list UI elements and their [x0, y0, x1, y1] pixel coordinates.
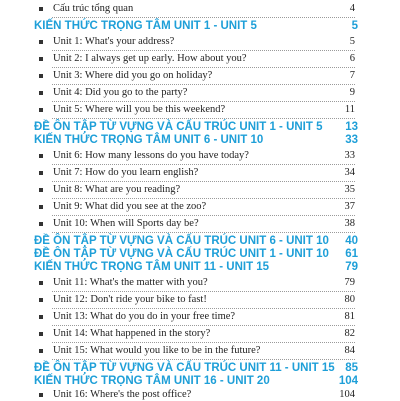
bullet-icon — [39, 74, 43, 78]
toc-item-title: Cấu trúc tổng quan — [53, 3, 134, 14]
dotted-divider — [52, 50, 355, 51]
toc-heading-title: KIẾN THỨC TRỌNG TÂM UNIT 11 - UNIT 15 — [34, 261, 270, 273]
bullet-icon — [39, 315, 43, 319]
toc-item-page: 82 — [344, 328, 355, 339]
toc-heading-title: KIẾN THỨC TRỌNG TÂM UNIT 16 - UNIT 20 — [34, 375, 270, 387]
toc-item-page: 34 — [344, 167, 355, 178]
dotted-divider — [52, 359, 355, 360]
toc-heading-title: ĐỀ ÔN TẬP TỪ VỰNG VÀ CẤU TRÚC UNIT 1 - UNIT 10 — [34, 248, 329, 260]
bullet-icon — [39, 222, 43, 226]
toc-item-page: 104 — [339, 389, 355, 400]
toc-item-page: 7 — [349, 70, 355, 81]
toc-item-page: 4 — [349, 3, 355, 14]
bullet-icon — [39, 154, 43, 158]
toc-heading-page: 13 — [345, 121, 358, 133]
dotted-divider — [52, 342, 355, 343]
dotted-divider — [52, 232, 355, 233]
toc-heading-page: 40 — [345, 235, 358, 247]
toc-heading-title: ĐỀ ÔN TẬP TỪ VỰNG VÀ CẤU TRÚC UNIT 11 - UNIT 15 — [34, 362, 335, 374]
bullet-icon — [39, 188, 43, 192]
toc-heading-title: KIẾN THỨC TRỌNG TÂM UNIT 6 - UNIT 10 — [34, 134, 264, 146]
toc-item-title: Unit 14: What happened in the story? — [53, 328, 211, 339]
bullet-icon — [39, 298, 43, 302]
dotted-divider — [52, 215, 355, 216]
bullet-icon — [39, 281, 43, 285]
bullet-icon — [39, 205, 43, 209]
bullet-icon — [39, 7, 43, 11]
bullet-icon — [39, 332, 43, 336]
toc-item-title: Unit 16: Where's the post office? — [53, 389, 192, 400]
toc-item-title: Unit 12: Don't ride your bike to fast! — [53, 294, 207, 305]
bullet-icon — [39, 349, 43, 353]
toc-heading-title: ĐỀ ÔN TẬP TỪ VỰNG VÀ CẤU TRÚC UNIT 6 - UNIT 10 — [34, 235, 329, 247]
dotted-divider — [52, 308, 355, 309]
toc-item-title: Unit 3: Where did you go on holiday? — [53, 70, 213, 81]
toc-item-title: Unit 10: When will Sports day be? — [53, 218, 199, 229]
dotted-divider — [52, 118, 355, 119]
toc-item-title: Unit 15: What would you like to be in the future? — [53, 345, 261, 356]
bullet-icon — [39, 171, 43, 175]
toc-item-page: 37 — [344, 201, 355, 212]
toc-heading-page: 104 — [338, 375, 358, 387]
toc-item-page: 38 — [344, 218, 355, 229]
dotted-divider — [52, 291, 355, 292]
toc-heading-title: KIẾN THỨC TRỌNG TÂM UNIT 1 - UNIT 5 — [34, 20, 257, 32]
toc-item-title: Unit 11: What's the matter with you? — [53, 277, 208, 288]
dotted-divider — [52, 67, 355, 68]
toc-item-title: Unit 7: How do you learn english? — [53, 167, 199, 178]
bullet-icon — [39, 91, 43, 95]
toc-item-page: 81 — [344, 311, 355, 322]
toc-heading-page: 33 — [345, 134, 358, 146]
dotted-divider — [52, 198, 355, 199]
toc-item-title: Unit 8: What are you reading? — [53, 184, 181, 195]
toc-item-title: Unit 2: I always get up early. How about you? — [53, 53, 247, 64]
toc-item-page: 80 — [344, 294, 355, 305]
toc-item-title: Unit 1: What's your address? — [53, 36, 175, 47]
toc-item-title: Unit 13: What do you do in your free time? — [53, 311, 236, 322]
bullet-icon — [39, 393, 43, 397]
toc-item-page: 9 — [349, 87, 355, 98]
toc-heading-page: 79 — [345, 261, 358, 273]
toc-item-title: Unit 5: Where will you be this weekend? — [53, 104, 226, 115]
toc-heading-page: 85 — [345, 362, 358, 374]
toc-item-page: 5 — [349, 36, 355, 47]
toc-item-page: 11 — [344, 104, 355, 115]
bullet-icon — [39, 108, 43, 112]
toc-item-page: 84 — [344, 345, 355, 356]
bullet-icon — [39, 57, 43, 61]
toc-item-page: 6 — [349, 53, 355, 64]
dotted-divider — [52, 84, 355, 85]
toc-item-title: Unit 6: How many lessons do you have today? — [53, 150, 249, 161]
dotted-divider — [52, 17, 355, 18]
dotted-divider — [52, 164, 355, 165]
bullet-icon — [39, 40, 43, 44]
toc-item-page: 79 — [344, 277, 355, 288]
toc-item-page: 35 — [344, 184, 355, 195]
dotted-divider — [52, 181, 355, 182]
toc-item-page: 33 — [344, 150, 355, 161]
toc-heading-page: 61 — [345, 248, 358, 260]
dotted-divider — [52, 325, 355, 326]
toc-heading-page: 5 — [351, 20, 358, 32]
toc-item-title: Unit 9: What did you see at the zoo? — [53, 201, 207, 212]
dotted-divider — [52, 101, 355, 102]
toc-item-title: Unit 4: Did you go to the party? — [53, 87, 188, 98]
toc-heading-title: ĐỀ ÔN TẬP TỪ VỰNG VÀ CẤU TRÚC UNIT 1 - UNIT 5 — [34, 121, 323, 133]
